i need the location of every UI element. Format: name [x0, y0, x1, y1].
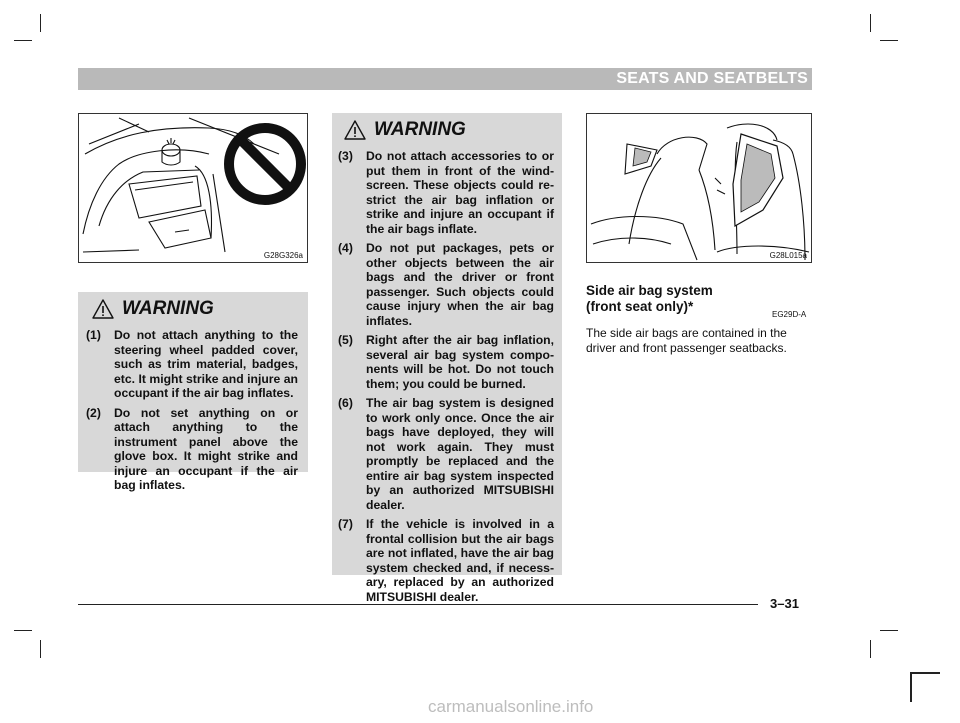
warning-heading-text: WARNING: [122, 298, 214, 319]
list-item-text: If the vehicle is involved in a frontal collision but the air bags are not inflated, have the air bag system checked and, if necessary, replaced by an authorized MITSUBISHI dealer.: [366, 517, 554, 604]
warning-box-left: [78, 292, 308, 492]
list-item-number: (4): [338, 241, 353, 255]
crop-mark: [40, 14, 41, 32]
crop-mark: [910, 672, 940, 674]
crop-mark: [880, 630, 898, 631]
crop-mark: [870, 640, 871, 658]
warning-heading-text: WARNING: [374, 119, 466, 140]
prohibition-icon: [229, 128, 301, 200]
crop-mark: [880, 40, 898, 41]
list-item-number: (7): [338, 517, 353, 531]
warning-triangle-icon: [344, 120, 366, 140]
crop-mark: [40, 640, 41, 658]
footer-rule: [78, 604, 758, 605]
crop-mark: [14, 40, 32, 41]
crop-mark: [910, 672, 912, 702]
list-item: [86, 406, 298, 493]
list-item-number: (1): [86, 328, 101, 342]
section-header-title: SEATS AND SEATBELTS: [616, 70, 808, 87]
list-item-text: Do not attach anything to the steering wheel padded cover, such as trim material, badges, etc. It might strike and injure an occupant if the air bag inflates.: [114, 328, 298, 400]
side-airbag-seats-illustration: [587, 114, 811, 262]
crop-mark: [14, 630, 32, 631]
warning-list: [86, 328, 298, 493]
list-item: [338, 333, 554, 391]
page-number: 3–31: [770, 596, 799, 611]
list-item-text: The air bag system is designed to work only once. Once the air bags have deployed, they will not work again. They must promptly be replaced and the entire air bag system inspected by an authorized MITSUBISHI dealer.: [366, 396, 554, 512]
list-item-number: (6): [338, 396, 353, 410]
list-item: [338, 149, 554, 236]
list-item-number: (2): [86, 405, 101, 420]
dashboard-figure: [78, 113, 308, 263]
list-item-text: Do not put packages, pets or other objects between the air bags and the driver or front passenger. Such objects could cause injury when the air bag inflates.: [366, 241, 554, 328]
section-title-line: Side air bag system: [586, 283, 713, 298]
crop-mark: [870, 14, 871, 32]
list-item: [338, 517, 554, 604]
section-title-line: (front seat only)*: [586, 299, 694, 314]
warning-box-middle: [332, 113, 562, 604]
section-header-bar: [78, 68, 812, 90]
warning-heading: [92, 298, 298, 320]
section-body-text: The side air bags are contained in the driver and front passenger seatbacks.: [586, 326, 787, 355]
list-item-number: (3): [338, 149, 353, 163]
figure-code: G28L015a: [769, 251, 807, 260]
seats-figure: [586, 113, 812, 263]
figure-code: G28G326a: [263, 251, 303, 260]
list-item-text: Do not attach accessories to or put them in front of the windscreen. These objects could restrict the air bag inflation or strike and injure an occupant if the air bags inflate.: [366, 149, 554, 236]
list-item: [338, 396, 554, 512]
warning-list: [338, 149, 554, 604]
warning-heading: [344, 119, 554, 141]
list-item: [86, 328, 298, 401]
warning-triangle-icon: [92, 299, 114, 319]
dashboard-illustration: [79, 114, 307, 262]
list-item-text: Right after the air bag inflation, several air bag system components will be hot. Do not touch them; you could be burned.: [366, 333, 554, 391]
list-item-number: (5): [338, 333, 353, 347]
watermark: carmanualsonline.info: [428, 697, 594, 716]
list-item: [338, 241, 554, 328]
section-code: EG29D-A: [772, 310, 807, 319]
list-item-text: Do not set anything on or attach anything to the instrument panel above the glove box. It might strike and injure an occupant if the air bag inflates.: [114, 405, 298, 492]
